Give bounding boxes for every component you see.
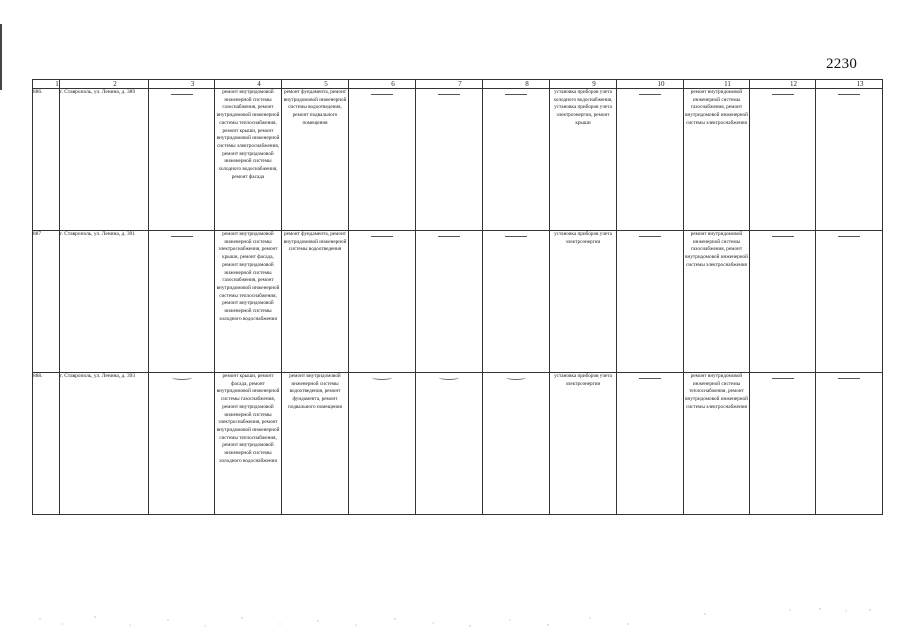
- works-cell: ремонт крыши, ремонт фасада, ремонт внутридомовой инженерной системы газоснабжения, ремонт внутридомовой инженерной системы электроснабжения, ремонт внутридомовой инженерной системы теплоснабжения, ремонт внутридомовой инженерной системы холодного водоснабжения: [215, 373, 282, 515]
- empty-dash-cell: [349, 89, 416, 231]
- dash-mark: [371, 236, 393, 237]
- empty-dash-cell: [483, 373, 550, 515]
- empty-dash-cell: [816, 231, 883, 373]
- empty-dash-cell: [416, 231, 483, 373]
- empty-dash-cell: [816, 89, 883, 231]
- empty-dash-cell: [750, 373, 816, 515]
- empty-dash-cell: [617, 89, 684, 231]
- column-number-row: [33, 80, 883, 89]
- scan-noise: [0, 605, 905, 635]
- works-cell: ремонт внутридомовой инженерной системы электроснабжения, ремонт крыши, ремонт фасада, ремонт внутридомовой инженерной системы газоснабжения, ремонт внутридомовой инженерной системы теплоснабжения, ремонт внутридомовой инженерной системы холодного водоснабжения: [215, 231, 282, 373]
- dash-mark: [639, 378, 661, 379]
- table-row: [33, 231, 883, 373]
- dash-mark: [438, 236, 460, 237]
- column-number: 4: [215, 80, 282, 89]
- empty-dash-cell: [349, 231, 416, 373]
- dash-mark: [772, 236, 794, 237]
- column-number: 5: [282, 80, 349, 89]
- works-cell: ремонт внутридомовой инженерной системы газоснабжения, ремонт внутридомовой инженерной системы теплоснабжения, ремонт крыши, ремонт внутридомовой инженерной системы электроснабжения, ремонт внутридомовой инженерной системы холодного водоснабжения, ремонт фасада: [215, 89, 282, 231]
- empty-dash-cell: [416, 373, 483, 515]
- table-row: [33, 373, 883, 515]
- house-address: г. Ставрополь, ул. Ленина, д. 391: [60, 231, 149, 373]
- dash-mark: [838, 236, 860, 237]
- empty-dash-cell: [149, 373, 215, 515]
- column-number: 6: [349, 80, 416, 89]
- empty-dash-cell: [416, 89, 483, 231]
- empty-dash-cell: [349, 373, 416, 515]
- empty-dash-cell: [149, 89, 215, 231]
- page-number: 2230: [826, 56, 858, 72]
- dash-mark: [171, 236, 193, 237]
- column-number: 7: [416, 80, 483, 89]
- dash-mark: [371, 94, 393, 95]
- table-row: [33, 89, 883, 231]
- empty-dash-cell: [750, 89, 816, 231]
- empty-dash-cell: [483, 89, 550, 231]
- row-number: 888.: [33, 373, 60, 515]
- dash-mark: [505, 94, 527, 95]
- dash-mark: [439, 375, 459, 380]
- works-cell: установка приборов учета холодного водоснабжения, установка приборов учета электроэнергии, ремонт крыши: [550, 89, 617, 231]
- empty-dash-cell: [816, 373, 883, 515]
- dash-mark: [171, 94, 193, 95]
- dash-mark: [506, 375, 526, 380]
- column-number: 2: [60, 80, 149, 89]
- column-number: 1: [33, 80, 60, 89]
- column-number: 9: [550, 80, 617, 89]
- works-cell: ремонт внутридомовой инженерной системы теплоснабжения, ремонт внутридомовой инженерной системы электроснабжения: [684, 373, 750, 515]
- dash-mark: [639, 236, 661, 237]
- dash-mark: [838, 94, 860, 95]
- works-cell: ремонт внутридомовой инженерной системы газоснабжения, ремонт внутридомовой инженерной системы электроснабжения: [684, 231, 750, 373]
- works-cell: установка приборов учета электроэнергии: [550, 231, 617, 373]
- works-cell: ремонт внутридомовой инженерной системы газоснабжения, ремонт внутридомовой инженерной системы электроснабжения: [684, 89, 750, 231]
- dash-mark: [772, 378, 794, 379]
- row-number: 886.: [33, 89, 60, 231]
- column-number: 8: [483, 80, 550, 89]
- works-cell: ремонт фундамента, ремонт внутридомовой инженерной системы водоотведения: [282, 231, 349, 373]
- column-number: 10: [617, 80, 684, 89]
- column-number: 3: [149, 80, 215, 89]
- dash-mark: [639, 94, 661, 95]
- works-cell: ремонт внутридомовой инженерной системы водоотведения, ремонт фундамента, ремонт подвального помещения: [282, 373, 349, 515]
- register-table: [32, 79, 883, 515]
- dash-mark: [372, 375, 392, 380]
- house-address: г. Ставрополь, ул. Ленина, д. 389: [60, 89, 149, 231]
- house-address: г. Ставрополь, ул. Ленина, д. 393: [60, 373, 149, 515]
- column-number: 11: [684, 80, 750, 89]
- scan-edge-mark: [0, 24, 2, 90]
- column-number: 12: [750, 80, 816, 89]
- dash-mark: [505, 236, 527, 237]
- column-number: 13: [816, 80, 883, 89]
- works-cell: ремонт фундамента, ремонт внутридомовой инженерной системы водоотведения, ремонт подвального помещения: [282, 89, 349, 231]
- empty-dash-cell: [483, 231, 550, 373]
- dash-mark: [172, 375, 192, 380]
- dash-mark: [838, 378, 860, 379]
- dash-mark: [772, 94, 794, 95]
- row-number: 887: [33, 231, 60, 373]
- empty-dash-cell: [617, 373, 684, 515]
- works-cell: установка приборов учета электроэнергии: [550, 373, 617, 515]
- empty-dash-cell: [617, 231, 684, 373]
- empty-dash-cell: [149, 231, 215, 373]
- dash-mark: [438, 94, 460, 95]
- empty-dash-cell: [750, 231, 816, 373]
